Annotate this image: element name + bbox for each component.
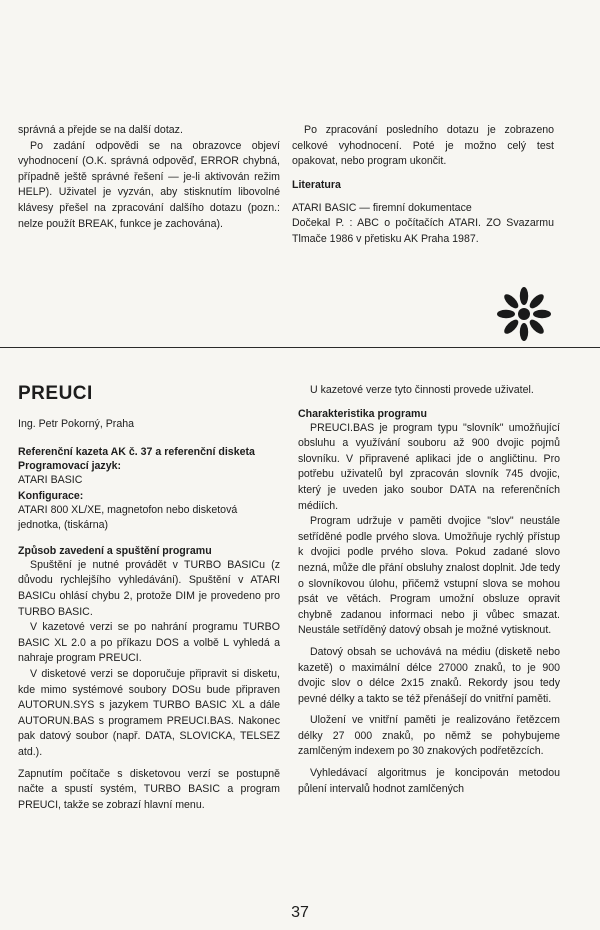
language-heading: Programovací jazyk: [18, 460, 122, 472]
literature-heading: Literatura [292, 178, 341, 191]
startup-heading: Způsob zavedení a spuštění programu [18, 544, 212, 557]
config-value: ATARI 800 XL/XE, magnetofon nebo disketová jednotka, (tiskárna) [18, 503, 238, 532]
asterisk-flower-icon [496, 286, 552, 342]
article-author: Ing. Petr Pokorný, Praha [18, 418, 135, 430]
paragraph: V kazetové verzi se po nahrání programu TURBO BASIC XL 2.0 a po příkazu DOS a volbě L vyhledá a nahraje program PREUCI. [18, 621, 280, 665]
page-number: 37 [291, 904, 309, 921]
paragraph: Spuštění je nutné provádět v TURBO BASICu (z důvodu rychlejšího vyhledávání). Spuštění v ATARI BASICu ohlásí chybu 2, protože DIM je provedeno pro TURBO BASIC. [18, 558, 280, 618]
article-title: PREUCI [18, 383, 93, 404]
previous-article-left-column [18, 123, 280, 232]
literature-item: Dočekal P. : ABC o počítačích ATARI. ZO Svazarmu Tlmače 1986 v přetisku AK Praha 1987. [292, 217, 554, 245]
paragraph: správná a přejde se na další dotaz. [18, 124, 183, 136]
language-value: ATARI BASIC [18, 474, 83, 486]
paragraph: V disketové verzi se doporučuje připravit si disketu, kde mimo systémové soubory DOSu bude připraven AUTORUN.SYS s jazykem TURBO BASIC XL a dále AUTORUN.BAS s programem PREUCI.BAS. Nakonec pak datový soubor (např. DATA, SLOVICKA, TELSEZ atd.). [18, 667, 280, 758]
config-heading: Konfigurace: [18, 489, 84, 502]
article-left-column [18, 445, 280, 813]
paragraph: Vyhledávací algoritmus je koncipován metodou půlení intervalů hodnot zamlčených [298, 767, 560, 795]
paragraph: Program udržuje v paměti dvojice "slov" neustále setříděné podle prvého slova. Umožňuje rychlý přístup k dvojici podle prvého slova. Pokud zadané slovo nezná, může dle přání obsluhy znalost doplnit. Jde tedy o slovníkovou úlohu, přičemž vstupní slova se mohou psát ve větách. Program umožní obsluze opravit chybně zadanou informaci nebo ji vůbec smazat. Neustále setříděný datový obsah je možné vytisknout. [298, 515, 560, 637]
paragraph: Po zadání odpovědi se na obrazovce objeví vyhodnocení (O.K. správná odpověď, ERROR chybná, případně ještě správné řešení — je-li aktivován režim HELP). Uživatel je vyzván, aby stisknutím libovolné klávesy přešel na zpracování dalšího dotazu (pozn.: nelze použít BREAK, funkce je zachována). [18, 139, 280, 230]
paragraph: Zapnutím počítače s disketovou verzí se postupně načte a spustí systém, TURBO BASIC a program PREUCI, takže se zobrazí hlavní menu. [18, 767, 280, 811]
section-divider [0, 347, 600, 348]
previous-article-right-column [292, 123, 554, 248]
article-right-column [298, 383, 560, 797]
literature-item: ATARI BASIC — firemní dokumentace [292, 201, 472, 214]
paragraph: Po zpracování posledního dotazu je zobrazeno celkové vyhodnocení. Poté je možno celý test opakovat, nebo program ukončit. [292, 124, 554, 168]
reference-heading: Referenční kazeta AK č. 37 a referenční disketa [18, 446, 255, 458]
paragraph: U kazetové verze tyto činnosti provede uživatel. [310, 384, 534, 396]
paragraph: PREUCI.BAS je program typu "slovník" umožňující obsluhu a využívání souboru až 900 dvojic pojmů slovníku. V připravené aplikaci jde o angličtinu. Pro potřebu uživatelů byl zpracován slovník 745 dvojic, který je uveden jako soubor DATA na referenčních médiích. [298, 421, 560, 512]
characteristic-heading: Charakteristika programu [298, 407, 427, 420]
paragraph: Uložení ve vnitřní paměti je realizováno řetězcem délky 27 000 znaků, po němž se pohybujeme zamlčeným indexem po 30 znakových podřetězcích. [298, 714, 560, 758]
paragraph: Datový obsah se uchovává na médiu (disketě nebo kazetě) o maximální délce 27000 znaků, to je 900 dvojic slov o délce 2x15 znaků. Rekordy jsou tedy pevné délky a takto se též přenášejí do vnitřní paměti. [298, 645, 560, 705]
